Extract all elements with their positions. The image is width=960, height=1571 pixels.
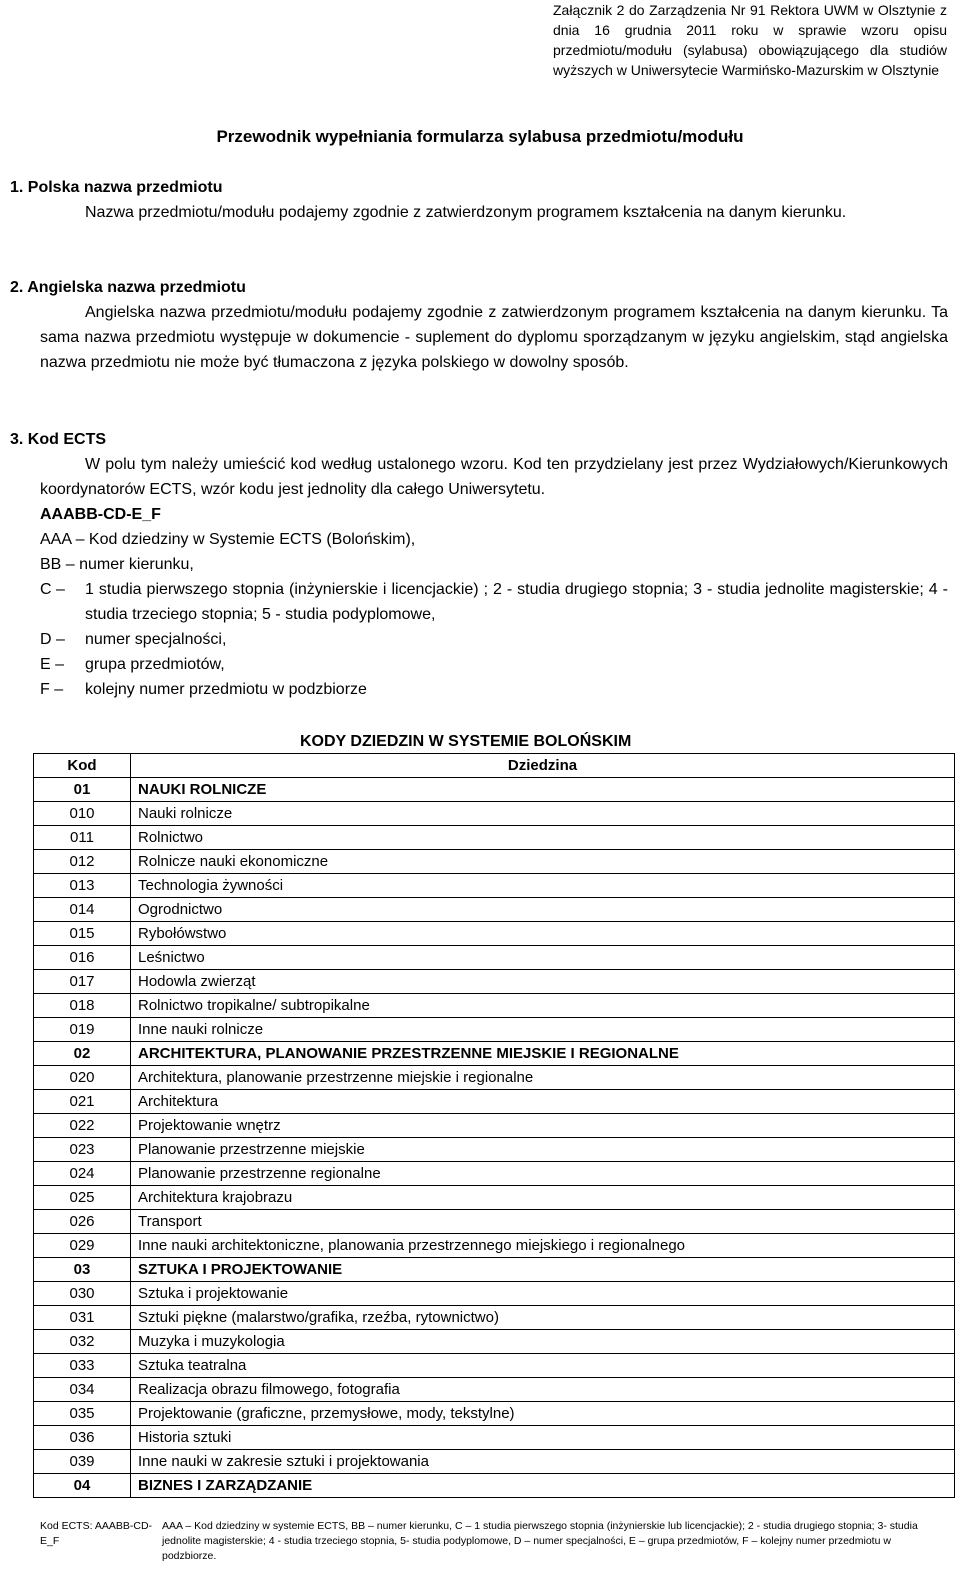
cell-domain: Inne nauki w zakresie sztuki i projektowania xyxy=(131,1450,955,1474)
code-line-text: 1 studia pierwszego stopnia (inżynierskie i licencjackie) ; 2 - studia drugiego stopnia; 3 - studia jednolite magisterskie; 4 - studia trzeciego stopnia; 5 - studia podyplomowe, xyxy=(85,581,948,623)
cell-domain: SZTUKA I PROJEKTOWANIE xyxy=(131,1258,955,1282)
table-row xyxy=(34,994,955,1018)
table-row xyxy=(34,802,955,826)
table-row xyxy=(34,1354,955,1378)
cell-code: 013 xyxy=(34,874,131,898)
code-line-text: numer specjalności, xyxy=(85,631,227,648)
cell-domain: NAUKI ROLNICZE xyxy=(131,778,955,802)
cell-code: 034 xyxy=(34,1378,131,1402)
table-row xyxy=(34,922,955,946)
table-row xyxy=(34,1114,955,1138)
cell-code: 019 xyxy=(34,1018,131,1042)
code-line-key: C – xyxy=(40,581,65,598)
cell-domain: Architektura xyxy=(131,1090,955,1114)
cell-code: 016 xyxy=(34,946,131,970)
table-row xyxy=(34,850,955,874)
cell-code: 032 xyxy=(34,1330,131,1354)
cell-domain: BIZNES I ZARZĄDZANIE xyxy=(131,1474,955,1498)
cell-code: 018 xyxy=(34,994,131,1018)
code-line xyxy=(40,627,948,652)
cell-domain: Architektura krajobrazu xyxy=(131,1186,955,1210)
cell-domain: Ogrodnictwo xyxy=(131,898,955,922)
cell-code: 030 xyxy=(34,1282,131,1306)
table-row xyxy=(34,1186,955,1210)
cell-domain: Sztuka teatralna xyxy=(131,1354,955,1378)
section-body: Angielska nazwa przedmiotu/modułu podajemy zgodnie z zatwierdzonym programem kształcenia na danym kierunku. Ta sama nazwa przedmiotu występuje w dokumencie - suplement do dyplomu sporządzanym w języku angielskim, stąd angielska nazwa przedmiotu nie może być tłumaczona z języka polskiego w dowolny sposób. xyxy=(40,304,948,371)
cell-code: 036 xyxy=(34,1426,131,1450)
section-english-name xyxy=(10,275,948,375)
table-row xyxy=(34,1210,955,1234)
cell-code: 012 xyxy=(34,850,131,874)
code-line xyxy=(40,677,948,702)
table-row xyxy=(34,826,955,850)
table-row xyxy=(34,1330,955,1354)
table-row xyxy=(34,898,955,922)
cell-domain: Inne nauki rolnicze xyxy=(131,1018,955,1042)
table-row xyxy=(34,1378,955,1402)
cell-domain: Muzyka i muzykologia xyxy=(131,1330,955,1354)
table-row xyxy=(34,778,955,802)
cell-code: 011 xyxy=(34,826,131,850)
cell-code: 039 xyxy=(34,1450,131,1474)
table-row xyxy=(34,1234,955,1258)
table-row xyxy=(34,1426,955,1450)
table-row xyxy=(34,1450,955,1474)
table-row xyxy=(34,1066,955,1090)
cell-domain: Planowanie przestrzenne miejskie xyxy=(131,1138,955,1162)
code-line xyxy=(40,652,948,677)
cell-domain: Projektowanie wnętrz xyxy=(131,1114,955,1138)
section-body: W polu tym należy umieścić kod według ustalonego wzoru. Kod ten przydzielany jest przez Wydziałowych/Kierunkowych koordynatorów ECTS, wzór kodu jest jednolity dla całego Uniwersytetu. xyxy=(40,456,948,498)
table-row xyxy=(34,970,955,994)
table-row xyxy=(34,946,955,970)
cell-code: 014 xyxy=(34,898,131,922)
page-title: Przewodnik wypełniania formularza sylabusa przedmiotu/modułu xyxy=(216,127,744,146)
cell-code: 025 xyxy=(34,1186,131,1210)
cell-code: 015 xyxy=(34,922,131,946)
cell-domain: Architektura, planowanie przestrzenne miejskie i regionalne xyxy=(131,1066,955,1090)
table-row xyxy=(34,1018,955,1042)
cell-domain: Projektowanie (graficzne, przemysłowe, mody, tekstylne) xyxy=(131,1402,955,1426)
cell-domain: Rolnicze nauki ekonomiczne xyxy=(131,850,955,874)
cell-code: 01 xyxy=(34,778,131,802)
code-line-key: F – xyxy=(40,681,64,698)
table-row xyxy=(34,1162,955,1186)
code-pattern: AAABB-CD-E_F xyxy=(40,506,161,523)
cell-domain: Rybołówstwo xyxy=(131,922,955,946)
code-line-text: grupa przedmiotów, xyxy=(85,656,225,673)
section-ects-code xyxy=(10,427,948,702)
cell-domain: Rolnictwo tropikalne/ subtropikalne xyxy=(131,994,955,1018)
cell-code: 020 xyxy=(34,1066,131,1090)
cell-code: 035 xyxy=(34,1402,131,1426)
table-row xyxy=(34,1282,955,1306)
code-line-key: D – xyxy=(40,631,65,648)
section-polish-name xyxy=(10,175,948,225)
cell-domain: Transport xyxy=(131,1210,955,1234)
cell-code: 023 xyxy=(34,1138,131,1162)
cell-code: 021 xyxy=(34,1090,131,1114)
table-row xyxy=(34,1306,955,1330)
table-row xyxy=(34,1474,955,1498)
cell-code: 02 xyxy=(34,1042,131,1066)
cell-code: 017 xyxy=(34,970,131,994)
section-heading: 2. Angielska nazwa przedmiotu xyxy=(10,279,246,296)
section-body: Nazwa przedmiotu/modułu podajemy zgodnie z zatwierdzonym programem kształcenia na danym kierunku. xyxy=(85,204,847,221)
cell-code: 010 xyxy=(34,802,131,826)
code-lines xyxy=(40,577,948,702)
column-header-kod: Kod xyxy=(34,754,131,778)
code-aaa-desc: AAA – Kod dziedziny w Systemie ECTS (Bolońskim), xyxy=(40,531,416,548)
cell-domain: Planowanie przestrzenne regionalne xyxy=(131,1162,955,1186)
cell-code: 026 xyxy=(34,1210,131,1234)
code-line-key: E – xyxy=(40,656,65,673)
cell-code: 04 xyxy=(34,1474,131,1498)
code-line xyxy=(40,577,948,627)
table-body xyxy=(34,778,955,1498)
cell-domain: ARCHITEKTURA, PLANOWANIE PRZESTRZENNE MIEJSKIE I REGIONALNE xyxy=(131,1042,955,1066)
table-row xyxy=(34,1138,955,1162)
cell-code: 024 xyxy=(34,1162,131,1186)
cell-domain: Sztuki piękne (malarstwo/grafika, rzeźba, rytownictwo) xyxy=(131,1306,955,1330)
footer-left: Kod ECTS: AAABB-CD-E_F xyxy=(40,1520,153,1547)
cell-domain: Historia sztuki xyxy=(131,1426,955,1450)
table-row xyxy=(34,1258,955,1282)
cell-code: 03 xyxy=(34,1258,131,1282)
cell-domain: Rolnictwo xyxy=(131,826,955,850)
cell-domain: Hodowla zwierząt xyxy=(131,970,955,994)
table-row xyxy=(34,1042,955,1066)
cell-domain: Realizacja obrazu filmowego, fotografia xyxy=(131,1378,955,1402)
cell-domain: Nauki rolnicze xyxy=(131,802,955,826)
table-row xyxy=(34,1090,955,1114)
cell-code: 033 xyxy=(34,1354,131,1378)
code-bb-desc: BB – numer kierunku, xyxy=(40,556,194,573)
attachment-note: Załącznik 2 do Zarządzenia Nr 91 Rektora UWM w Olsztynie z dnia 16 grudnia 2011 roku w sprawie wzoru opisu przedmiotu/modułu (sylabusa) obowiązującego dla studiów wyższych w Uniwersytecie Warmińsko-Mazurskim w Olsztynie xyxy=(553,2,947,78)
footer-right: AAA – Kod dziedziny w systemie ECTS, BB – numer kierunku, C – 1 studia pierwszego stopnia (inżynierskie lub licencjackie); 2 - studia drugiego stopnia; 3- studia jednolite magisterskie; 4 - studia trzeciego stopnia, 5- studia podyplomowe, D – numer specjalności, E – grupa przedmiotów, F – kolejny numer przedmiotu w podzbiorze. xyxy=(162,1520,918,1562)
cell-code: 029 xyxy=(34,1234,131,1258)
column-header-dziedzina: Dziedzina xyxy=(131,754,955,778)
cell-domain: Sztuka i projektowanie xyxy=(131,1282,955,1306)
cell-code: 022 xyxy=(34,1114,131,1138)
domain-codes-table xyxy=(33,753,955,1498)
cell-domain: Technologia żywności xyxy=(131,874,955,898)
table-title: KODY DZIEDZIN W SYSTEMIE BOLOŃSKIM xyxy=(300,733,632,750)
table-header-row xyxy=(34,754,955,778)
code-line-text: kolejny numer przedmiotu w podzbiorze xyxy=(85,681,367,698)
table-row xyxy=(34,1402,955,1426)
table-row xyxy=(34,874,955,898)
cell-code: 031 xyxy=(34,1306,131,1330)
section-heading: 3. Kod ECTS xyxy=(10,431,107,448)
cell-domain: Leśnictwo xyxy=(131,946,955,970)
cell-domain: Inne nauki architektoniczne, planowania przestrzennego miejskiego i regionalnego xyxy=(131,1234,955,1258)
section-heading: 1. Polska nazwa przedmiotu xyxy=(10,179,223,196)
